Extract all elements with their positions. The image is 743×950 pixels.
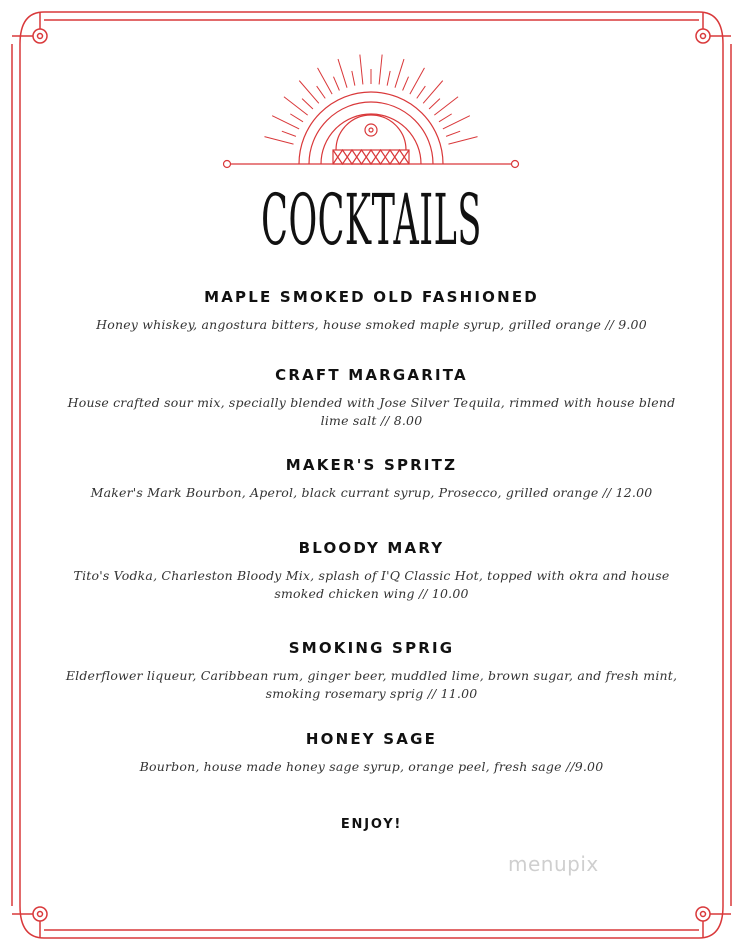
sunburst-ray bbox=[272, 116, 299, 129]
sunburst-ray bbox=[443, 116, 470, 129]
menu-item-name: CRAFT MARGARITA bbox=[275, 366, 468, 384]
sunburst-ray bbox=[338, 59, 347, 88]
menu-item bbox=[60, 638, 683, 703]
menu-item-name: HONEY SAGE bbox=[305, 730, 438, 748]
menu-item-name: BLOODY MARY bbox=[298, 539, 445, 557]
sunburst-ray bbox=[352, 71, 355, 86]
sunburst-ray bbox=[299, 81, 319, 104]
menu-item-description: Bourbon, house made honey sage syrup, orange peel, fresh sage //9.00 bbox=[139, 759, 604, 774]
sunburst-ray bbox=[379, 55, 382, 85]
sunburst-ray bbox=[333, 77, 339, 91]
menu-item bbox=[60, 287, 683, 334]
menu-title: COCKTAILS bbox=[261, 179, 482, 261]
sunburst-ornament-icon bbox=[221, 52, 521, 174]
menu-item bbox=[60, 729, 683, 776]
sunburst-ray bbox=[434, 97, 458, 115]
menu-item bbox=[60, 455, 683, 502]
sunburst-ray bbox=[387, 71, 390, 86]
menu-item bbox=[60, 365, 683, 430]
menu-item-description: Tito's Vodka, Charleston Bloody Mix, splash of I'Q Classic Hot, topped with okra and house smoked chicken wing // 10.00 bbox=[73, 568, 670, 601]
sunburst-ray bbox=[423, 81, 443, 104]
watermark: menupix bbox=[508, 852, 599, 876]
menu-item-description: Maker's Mark Bourbon, Aperol, black currant syrup, Prosecco, grilled orange // 12.00 bbox=[90, 485, 653, 500]
menu-item-description: Honey whiskey, angostura bitters, house smoked maple syrup, grilled orange // 9.00 bbox=[96, 317, 647, 332]
sunburst-ray bbox=[284, 97, 308, 115]
sunburst-ray bbox=[290, 114, 303, 122]
sunburst-ray bbox=[360, 55, 363, 85]
sunburst-ray bbox=[282, 131, 296, 136]
menu-item bbox=[60, 538, 683, 603]
menu-item-description: Elderflower liqueur, Caribbean rum, ginger beer, muddled lime, brown sugar, and fresh mint, smoking rosemary sprig // 11.00 bbox=[65, 668, 678, 701]
sunburst-ray bbox=[395, 59, 404, 88]
sunburst-ray bbox=[403, 77, 409, 91]
sunburst-ray bbox=[448, 137, 477, 144]
sunburst-ray bbox=[439, 114, 452, 122]
sunburst-ray bbox=[446, 131, 460, 136]
menu-footer: ENJOY! bbox=[340, 817, 403, 832]
sunburst-ray bbox=[429, 99, 440, 109]
sunburst-ray bbox=[317, 86, 326, 98]
sunburst-ray bbox=[302, 99, 313, 109]
menu-item-name: SMOKING SPRIG bbox=[288, 639, 455, 657]
menu-item-name: MAKER'S SPRITZ bbox=[285, 456, 458, 474]
menu-item-description: House crafted sour mix, specially blended with Jose Silver Tequila, rimmed with house blend lime salt // 8.00 bbox=[67, 395, 676, 428]
sunburst-ray bbox=[264, 137, 293, 144]
menu-item-name: MAPLE SMOKED OLD FASHIONED bbox=[204, 288, 539, 306]
sunburst-ray bbox=[417, 86, 426, 98]
